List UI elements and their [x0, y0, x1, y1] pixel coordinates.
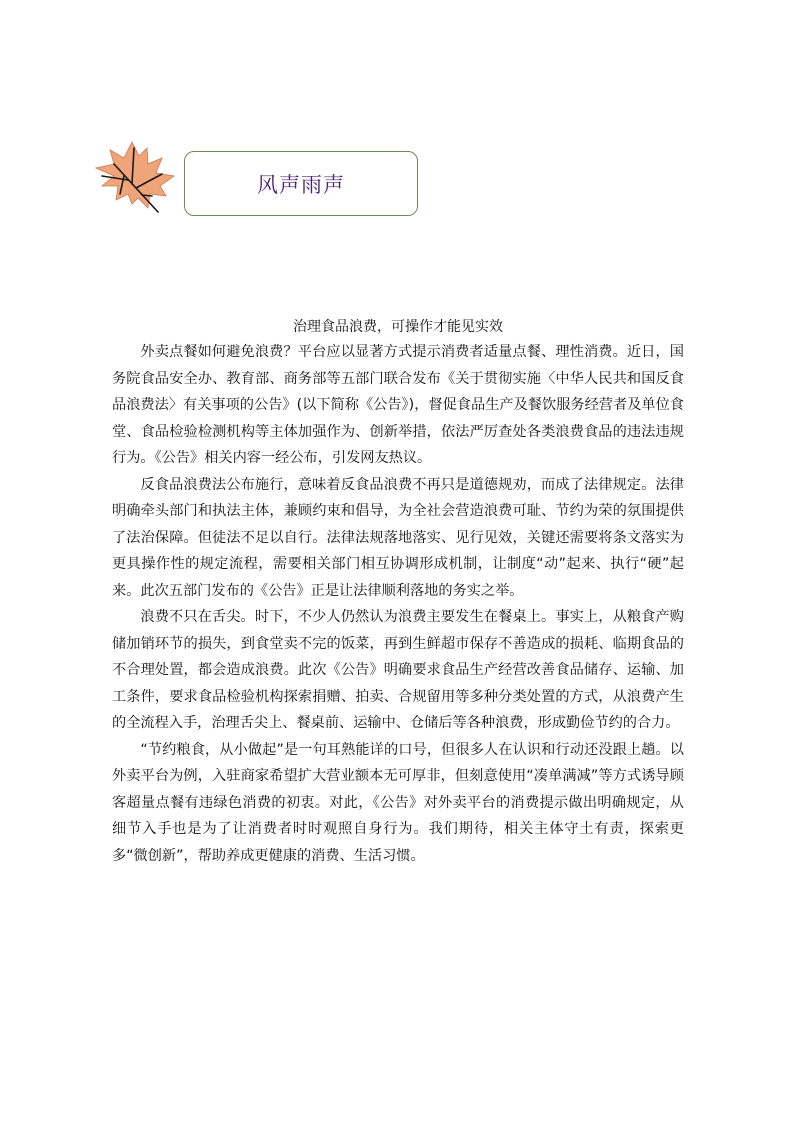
article-paragraph: 外卖点餐如何避免浪费？平台应以显著方式提示消费者适量点餐、理性消费。近日，国务院食品安全办、教育部、商务部等五部门联合发布《关于贯彻实施〈中华人民共和国反食品浪费法〉有关事项的公告》(以下简称《公告》)，督促食品生产及餐饮服务经营者及单位食堂、食品检验检测机构等主体加强作为、创新举措，依法严厉查处各类浪费食品的违法违规行为。《公告》相关内容一经公布，引发网友热议。	[112, 344, 684, 466]
section-title-frame	[184, 151, 418, 216]
article	[112, 316, 684, 869]
maple-leaf-icon	[92, 138, 176, 220]
article-title: 治理食品浪费，可操作才能见实效	[293, 319, 503, 335]
article-paragraph: 反食品浪费法公布施行，意味着反食品浪费不再只是道德规劝，而成了法律规定。法律明确牵头部门和执法主体，兼顾约束和倡导，为全社会营造浪费可耻、节约为荣的氛围提供了法治保障。但徒法不足以自行。法律法规落地落实、见行见效，关键还需要将条文落实为更具操作性的规定流程，需要相关部门相互协调形成机制，让制度“动”起来、执行“硬”起来。此次五部门发布的《公告》正是让法律顺利落地的务实之举。	[112, 476, 684, 599]
section-title: 风声雨声	[257, 172, 345, 197]
article-paragraph: “节约粮食，从小做起”是一句耳熟能详的口号，但很多人在认识和行动还没跟上趟。以外卖平台为例，入驻商家希望扩大营业额本无可厚非，但刻意使用“凑单满减”等方式诱导顾客超量点餐有违绿色消费的初衷。对此，《公告》对外卖平台的消费提示做出明确规定，从细节入手也是为了让消费者时时观照自身行为。我们期待，相关主体守土有责，探索更多“微创新”，帮助养成更健康的消费、生活习惯。	[112, 741, 684, 864]
article-paragraph: 浪费不只在舌尖。时下，不少人仍然认为浪费主要发生在餐桌上。事实上，从粮食产购储加销环节的损失，到食堂卖不完的饭菜，再到生鲜超市保存不善造成的损耗、临期食品的不合理处置，都会造成浪费。此次《公告》明确要求食品生产经营改善食品储存、运输、加工条件，要求食品检验机构探索捐赠、拍卖、合规留用等多种分类处置的方式，从浪费产生的全流程入手，治理舌尖上、餐桌前、运输中、仓储后等各种浪费，形成勤俭节约的合力。	[112, 609, 684, 731]
